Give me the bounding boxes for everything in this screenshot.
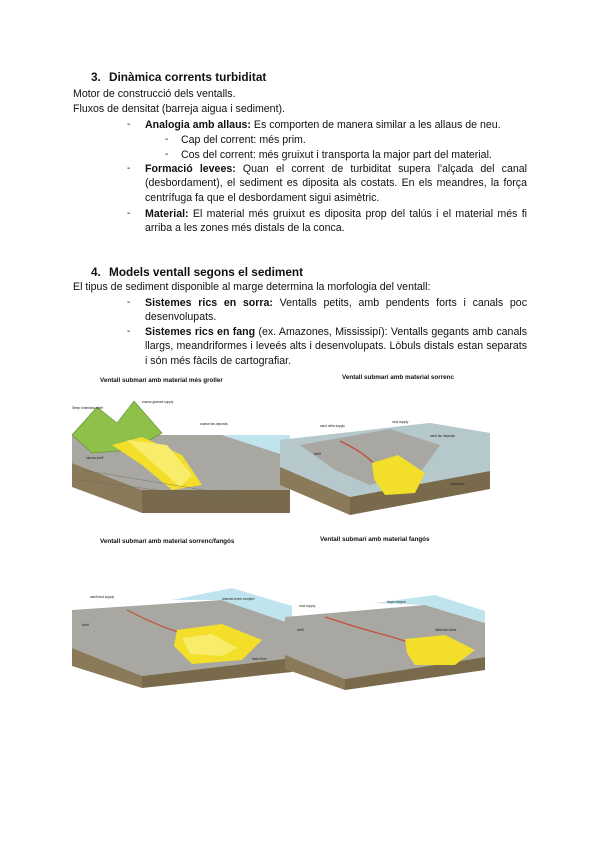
diagram-mud-fan: [285, 595, 485, 690]
section3-intro-1: Motor de construcció dels ventalls.: [73, 88, 236, 100]
label-coarse-supply: coarse-grained supply: [142, 400, 174, 404]
subbullet-cos: Cos del corrent: més gruixut i transporta la major part del material.: [181, 149, 492, 161]
bullet-label: Formació levees:: [145, 163, 236, 175]
label-shelf: shelf: [297, 628, 304, 632]
label-narrow-shelf: narrow shelf: [86, 456, 104, 460]
diagram-sandmud-fan: [72, 588, 292, 688]
label-steep-relief: Steep hinterland relief: [72, 406, 104, 410]
bullet-sorra: [145, 296, 527, 325]
section4-number: 4.: [91, 265, 101, 279]
bullet-marker: -: [127, 163, 131, 174]
subbullet-marker: -: [165, 149, 169, 160]
bullet-marker: -: [127, 208, 131, 219]
subbullet-cap: Cap del corrent: més prim.: [181, 134, 306, 146]
bullet-text: Ventalls petits, amb pendents forts i canals poc desenvolupats.: [145, 297, 527, 324]
bullet-marker: -: [127, 119, 131, 130]
section4-intro: El tipus de sediment disponible al marge determina la morfologia del ventall:: [73, 281, 431, 293]
figure-caption-sandmud: Ventall submarí amb material sorrenc/fangós: [100, 538, 235, 545]
bullet-text: Es comporten de manera similar a les allaus de neu.: [250, 119, 501, 131]
label-basin-floor: basin floor: [252, 657, 267, 661]
bullet-label: Analogia amb allaus:: [145, 119, 251, 131]
label-coarse-deposits: coarse fan-deposits: [200, 422, 228, 426]
bullet-label: Sistemes rics en fang: [145, 326, 256, 338]
bullet-label: Sistemes rics en sorra:: [145, 297, 273, 309]
bullet-text: El material més gruixut es diposita prop del talús i el material més fi arriba a les zones més distals de la conca.: [145, 208, 527, 235]
subbullet-marker: -: [165, 134, 169, 145]
section4-heading: [91, 265, 303, 279]
figure-caption-sandy: Ventall submarí amb material sorrenc: [342, 374, 454, 381]
bullet-analogia: [145, 118, 527, 132]
section3-number: 3.: [91, 70, 101, 84]
label-sandmud-supply: sand/mud supply: [90, 595, 115, 599]
label-basin-floor: basin floor: [450, 482, 465, 486]
figure-caption-mud: Ventall submarí amb material fangós: [320, 536, 430, 543]
label-mud-supply: mud supply: [392, 420, 409, 424]
label-sand-fan: sand fan deposits: [430, 434, 455, 438]
label-shelf: shelf: [82, 623, 89, 627]
bullet-levees: [145, 162, 527, 205]
bullet-label: Material:: [145, 208, 189, 220]
bullet-text: (ex. Amazones, Mississipí): Ventalls gegants amb canals llargs, meandriformes i leveés alts i desenvolupats. Lòbuls distals estan separats i són més fàcils de cartografiar.: [145, 326, 527, 367]
section3-intro-2: Fluxos de densitat (barreja aigua i sediment).: [73, 103, 285, 115]
label-channel-levee: channel-levee complex: [222, 597, 255, 601]
label-mud-supply: mud supply: [299, 604, 316, 608]
bullet-material: [145, 207, 527, 236]
bullet-fang: [145, 325, 527, 368]
label-shelf: shelf: [314, 452, 321, 456]
label-slope-canyon: slope canyon: [387, 600, 406, 604]
figure-caption-coarse: Ventall submarí amb material més groller: [100, 377, 223, 384]
diagram-sandy-fan: [280, 385, 490, 517]
label-sand-delta: sand delta supply: [320, 424, 345, 428]
section3-heading: [91, 70, 266, 84]
label-distal-lobes: distal fan lobes: [435, 628, 457, 632]
bullet-marker: -: [127, 297, 131, 308]
bullet-text: Quan el corrent de turbiditat supera l'alçada del canal (desbordament), el sediment es diposita als costats. En els meandres, la força centrífuga fa que el desbordament sigui asimètric.: [145, 163, 527, 204]
diagram-coarse-fan: [72, 395, 292, 515]
section4-title: Models ventall segons el sediment: [109, 265, 304, 279]
section3-title: Dinàmica corrents turbiditat: [109, 70, 267, 84]
bullet-marker: -: [127, 326, 131, 337]
